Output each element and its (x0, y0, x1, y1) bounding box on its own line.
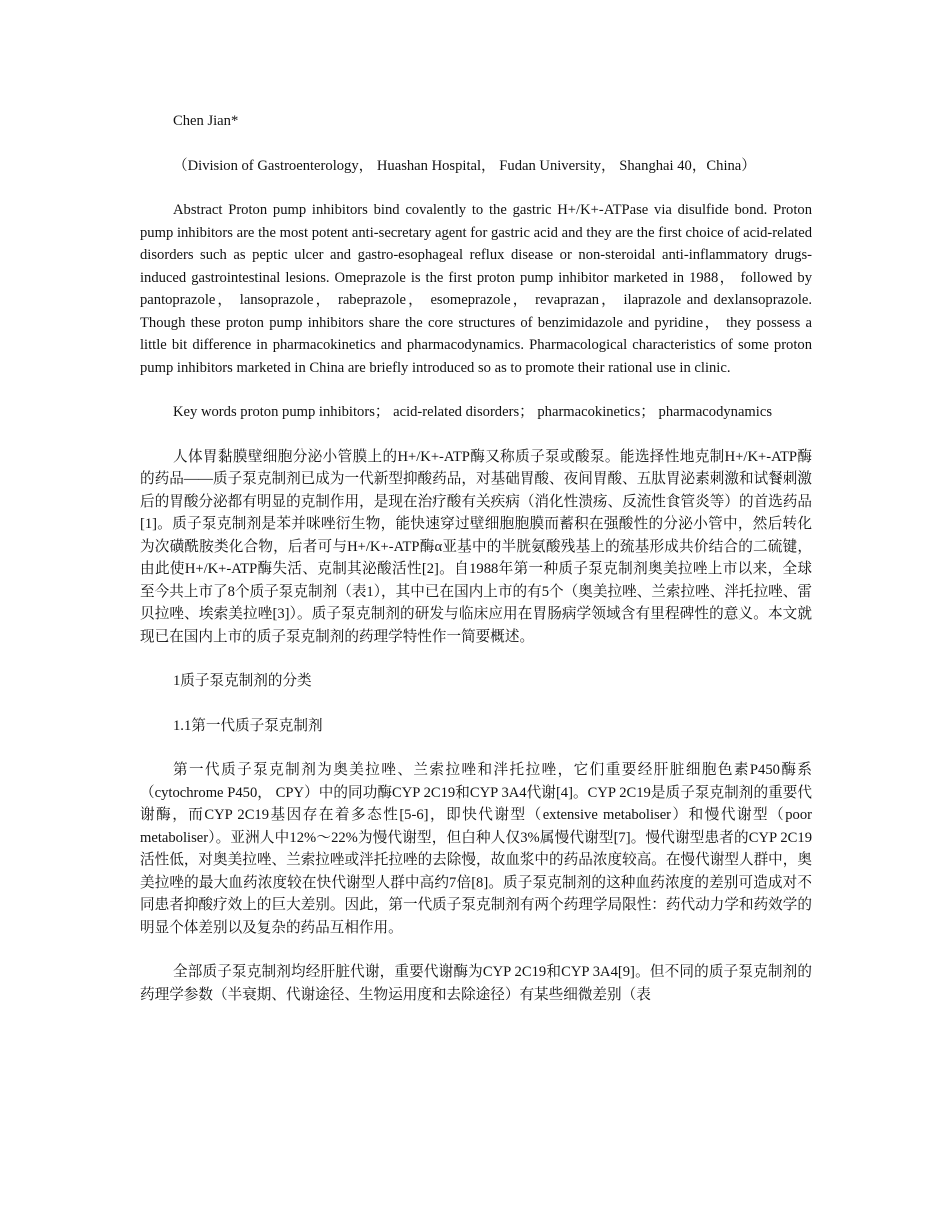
section-heading-1-1: 1.1第一代质子泵克制剂 (173, 717, 323, 734)
intro-paragraph: 人体胃黏膜壁细胞分泌小管膜上的H+/K+-ATP酶又称质子泵或酸泵。能选择性地克制H+/K+-ATP酶的药品——质子泵克制剂已成为一代新型抑酸药品，对基础胃酸、夜间胃酸、五肽胃泌素刺激和试餐刺激后的胃酸分泌都有明显的克制作用，是现在治疗酸有关疾病（消化性溃疡、反流性食管炎等）的首选药品[1]。质子泵克制剂是苯并咪唑衍生物，能快速穿过壁细胞胞膜而蓄积在强酸性的分泌小管中，然后转化为次磺酰胺类化合物，后者可与H+/K+-ATP酶α亚基中的半胱氨酸残基上的巯基形成共价结合的二硫键，由此使H+/K+-ATP酶失活、克制其泌酸活性[2]。自1988年第一种质子泵克制剂奥美拉唑上市以来，全球至今共上市了8个质子泵克制剂（表1），其中已在国内上市的有5个（奥美拉唑、兰索拉唑、泮托拉唑、雷贝拉唑、埃索美拉唑[3]）。质子泵克制剂的研发与临床应用在胃肠病学领域含有里程碑性的意义。本文就现已在国内上市的质子泵克制剂的药理学特性作一简要概述。 (140, 448, 812, 645)
affiliation-line: （Division of Gastroenterology， Huashan Hospital， Fudan University， Shanghai 40，China） (173, 157, 756, 174)
first-generation-paragraph: 第一代质子泵克制剂为奥美拉唑、兰索拉唑和泮托拉唑，它们重要经肝脏细胞色素P450酶系（cytochrome P450， CPY）中的同功酶CYP 2C19和CYP 3A4代谢[4]。CYP 2C19是质子泵克制剂的重要代谢酶，而CYP 2C19基因存在着多态性[5-6]，即快代谢型（extensive metaboliser）和慢代谢型（poor metaboliser）。亚洲人中12%～22%为慢代谢型，但白种人仅3%属慢代谢型[7]。慢代谢型患者的CYP 2C19活性低，对奥美拉唑、兰索拉唑或泮托拉唑的去除慢，故血浆中的药品浓度较高。在慢代谢型人群中，奥美拉唑的最大血药浓度较在快代谢型人群中高约7倍[8]。质子泵克制剂的这种血药浓度的差别可造成对不同患者抑酸疗效上的巨大差别。因此，第一代质子泵克制剂有两个药理学局限性：药代动力学和药效学的明显个体差别以及复杂的药品互相作用。 (140, 762, 812, 936)
keywords-paragraph: Key words proton pump inhibitors； acid-related disorders； pharmacokinetics； pharmacodynamics (173, 404, 772, 420)
document-page (140, 110, 812, 1028)
author-line: Chen Jian* (173, 113, 239, 129)
section-heading-1: 1质子泵克制剂的分类 (173, 673, 312, 689)
abstract-paragraph: Abstract Proton pump inhibitors bind covalently to the gastric H+/K+-ATPase via disulfide bond. Proton pump inhibitors are the most potent anti-secretary agent for gastric acid and they are the first choice of acid-related disorders such as peptic ulcer and gastro-esophageal reflux disease or non-steroidal anti-inflammatory drugs-induced gastrointestinal lesions. Omeprazole is the first proton pump inhibitor marketed in 1988， followed by pantoprazole， lansoprazole， rabeprazole， esomeprazole， revaprazan， ilaprazole and dexlansoprazole. Though these proton pump inhibitors share the core structures of benzimidazole and pyridine， they possess a little bit difference in pharmacokinetics and pharmacodynamics. Pharmacological characteristics of some proton pump inhibitors marketed in China are briefly introduced so as to promote their rational use in clinic. (140, 202, 812, 376)
all-ppi-paragraph: 全部质子泵克制剂均经肝脏代谢，重要代谢酶为CYP 2C19和CYP 3A4[9]。但不同的质子泵克制剂的药理学参数（半衰期、代谢途径、生物运用度和去除途径）有某些细微差别（表 (140, 964, 812, 1003)
